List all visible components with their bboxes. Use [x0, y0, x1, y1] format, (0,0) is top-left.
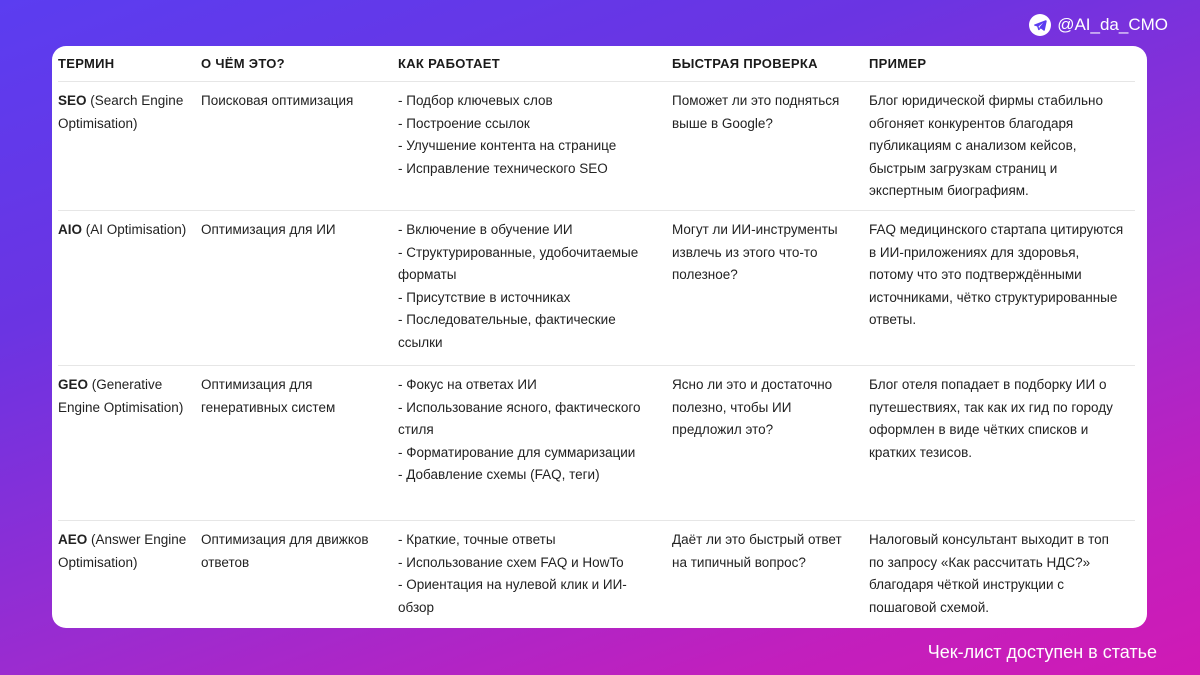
- term-cell: GEO (Generative Engine Optimisation): [58, 377, 184, 415]
- how-cell: - Включение в обучение ИИ - Структурированные, удобочитаемые форматы - Присутствие в источниках - Последовательные, фактические ссылки: [398, 222, 639, 350]
- table-row: [58, 366, 1135, 521]
- table-row: [58, 211, 1135, 366]
- term-cell: AEO (Answer Engine Optimisation): [58, 532, 187, 570]
- how-cell: - Краткие, точные ответы - Использование схем FAQ и HowTo - Ориентация на нулевой клик и ИИ-обзор: [398, 532, 627, 615]
- handle-text: @AI_da_CMO: [1057, 15, 1168, 34]
- header-about: О ЧЁМ ЭТО?: [201, 56, 285, 71]
- about-cell: Оптимизация для движков ответов: [201, 532, 369, 570]
- about-cell: Оптимизация для генеративных систем: [201, 377, 336, 415]
- about-cell: Оптимизация для ИИ: [201, 222, 336, 237]
- check-cell: Даёт ли это быстрый ответ на типичный вопрос?: [672, 532, 842, 570]
- check-cell: Могут ли ИИ-инструменты извлечь из этого что-то полезное?: [672, 222, 838, 282]
- table-row: [58, 82, 1135, 211]
- example-cell: FAQ медицинского стартапа цитируются в ИИ-приложениях для здоровья, потому что это подтверждёнными источниками, чётко структурированные ответы.: [869, 222, 1124, 327]
- header-how: КАК РАБОТАЕТ: [398, 56, 500, 71]
- about-cell: Поисковая оптимизация: [201, 93, 354, 108]
- check-cell: Поможет ли это подняться выше в Google?: [672, 93, 840, 131]
- how-cell: - Фокус на ответах ИИ - Использование ясного, фактического стиля - Форматирование для суммаризации - Добавление схемы (FAQ, теги): [398, 377, 641, 482]
- table-header: [58, 46, 1135, 82]
- header-example: ПРИМЕР: [869, 56, 927, 71]
- example-cell: Налоговый консультант выходит в топ по запросу «Как рассчитать НДС?» благодаря чёткой инструкции с пошаговой схемой.: [869, 532, 1109, 615]
- header-term: ТЕРМИН: [58, 56, 115, 71]
- example-cell: Блог отеля попадает в подборку ИИ о путешествиях, так как их гид по городу оформлен в виде чётких списков и кратких тезисов.: [869, 377, 1113, 460]
- channel-handle[interactable]: [1029, 14, 1168, 36]
- term-cell: SEO (Search Engine Optimisation): [58, 93, 184, 131]
- check-cell: Ясно ли это и достаточно полезно, чтобы ИИ предложил это?: [672, 377, 833, 437]
- table-row: [58, 521, 1135, 628]
- example-cell: Блог юридической фирмы стабильно обгоняет конкурентов благодаря публикациям с анализом кейсов, быстрым загрузкам страниц и экспертным биографиям.: [869, 93, 1103, 198]
- header-check: БЫСТРАЯ ПРОВЕРКА: [672, 56, 818, 71]
- footer-caption: Чек-лист доступен в статье: [927, 642, 1157, 662]
- comparison-table: [52, 46, 1147, 628]
- term-cell: AIO (AI Optimisation): [58, 222, 187, 237]
- how-cell: - Подбор ключевых слов - Построение ссылок - Улучшение контента на странице - Исправление технического SEO: [398, 93, 617, 176]
- telegram-icon: [1029, 14, 1051, 36]
